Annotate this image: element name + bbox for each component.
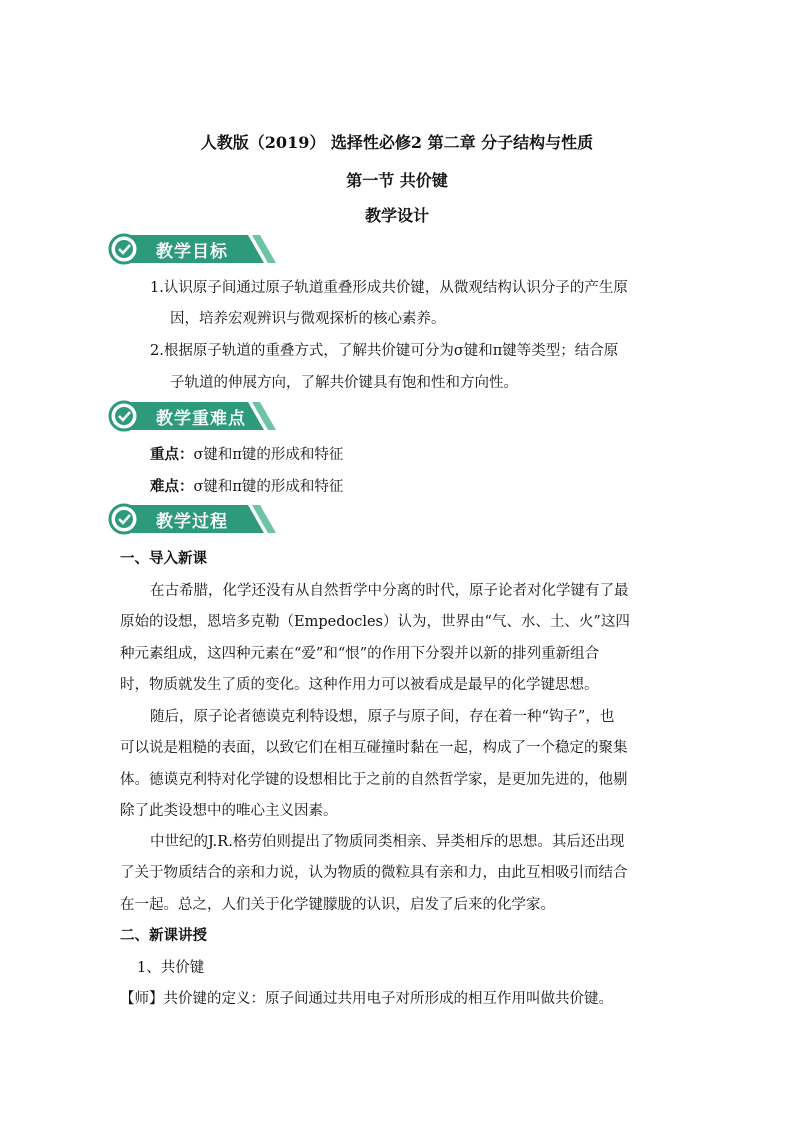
paragraph2-line3: 体。德谟克利特对化学键的设想相比于之前的自然哲学家，是更加先进的，他剔 [120, 772, 628, 788]
paragraph1-line2: 原始的设想，恩培多克勒（Empedocles）认为，世界由“气、水、土、火”这四 [120, 614, 630, 630]
objective-2-line1: 2.根据原子轨道的重叠方式，了解共价键可分为σ键和π键等类型；结合原 [150, 343, 619, 359]
paragraph2-line4: 除了此类设想中的唯心主义因素。 [120, 803, 338, 819]
process-label: 教学过程 [156, 512, 228, 532]
objective-1-line1: 1.认识原子间通过原子轨道重叠形成共价键，从微观结构认识分子的产生原 [150, 280, 628, 296]
paragraph2-line2: 可以说是粗糙的表面，以致它们在相互碰撞时黏在一起，构成了一个稳定的聚集 [120, 740, 628, 756]
teacher-line [120, 987, 613, 1008]
teacher-text: 共价键的定义：原子间通过共用电子对所形成的相互作用叫做共价键。 [163, 991, 613, 1007]
course-title: 人教版（2019） 选择性必修2 第二章 分子结构与性质 [200, 133, 594, 152]
subsection-covalent-bond: 1、共价键 [137, 960, 205, 976]
paragraph3-line2: 了关于物质结合的亲和力说，认为物质的微粒具有亲和力，由此互相吸引而结合 [120, 865, 628, 881]
paragraph1-line4: 时，物质就发生了质的变化。这种作用力可以被看成是最早的化学键思想。 [120, 677, 599, 693]
difficulty-label: 难点： [150, 478, 194, 495]
teacher-label: 【师】 [120, 991, 164, 1007]
focus-text: σ键和π键的形成和特征 [193, 447, 344, 463]
objective-1-line2: 因，培养宏观辨识与微观探析的核心素养。 [170, 311, 446, 327]
process-banner [108, 502, 278, 536]
section-title: 第一节 共价键 [346, 171, 448, 190]
document-type-title: 教学设计 [364, 206, 429, 225]
part2-heading: 二、新课讲授 [120, 927, 207, 944]
key-points-label: 教学重难点 [156, 409, 246, 429]
part1-heading: 一、导入新课 [120, 550, 207, 567]
paragraph3-line1: 中世纪的J.R.格劳伯则提出了物质同类相亲、异类相斥的思想。其后还出现 [150, 834, 625, 850]
focus-line [150, 443, 343, 464]
paragraph1-line3: 种元素组成，这四种元素在“爱”和“恨”的作用下分裂并以新的排列重新组合 [120, 646, 600, 662]
paragraph1-line1: 在古希腊，化学还没有从自然哲学中分离的时代，原子论者对化学键有了最 [150, 583, 629, 599]
objectives-label: 教学目标 [156, 242, 228, 262]
difficulty-line [150, 475, 343, 496]
objective-2-line2: 子轨道的伸展方向，了解共价键具有饱和性和方向性。 [170, 375, 518, 391]
difficulty-text: σ键和π键的形成和特征 [193, 479, 344, 495]
paragraph2-line1: 随后，原子论者德谟克利特设想，原子与原子间，存在着一种“钩子”，也 [150, 709, 615, 725]
paragraph3-line3: 在一起。总之，人们关于化学键朦胧的认识，启发了后来的化学家。 [120, 897, 555, 913]
focus-label: 重点： [150, 446, 194, 463]
objectives-banner [108, 232, 278, 266]
key-points-banner [108, 399, 278, 433]
